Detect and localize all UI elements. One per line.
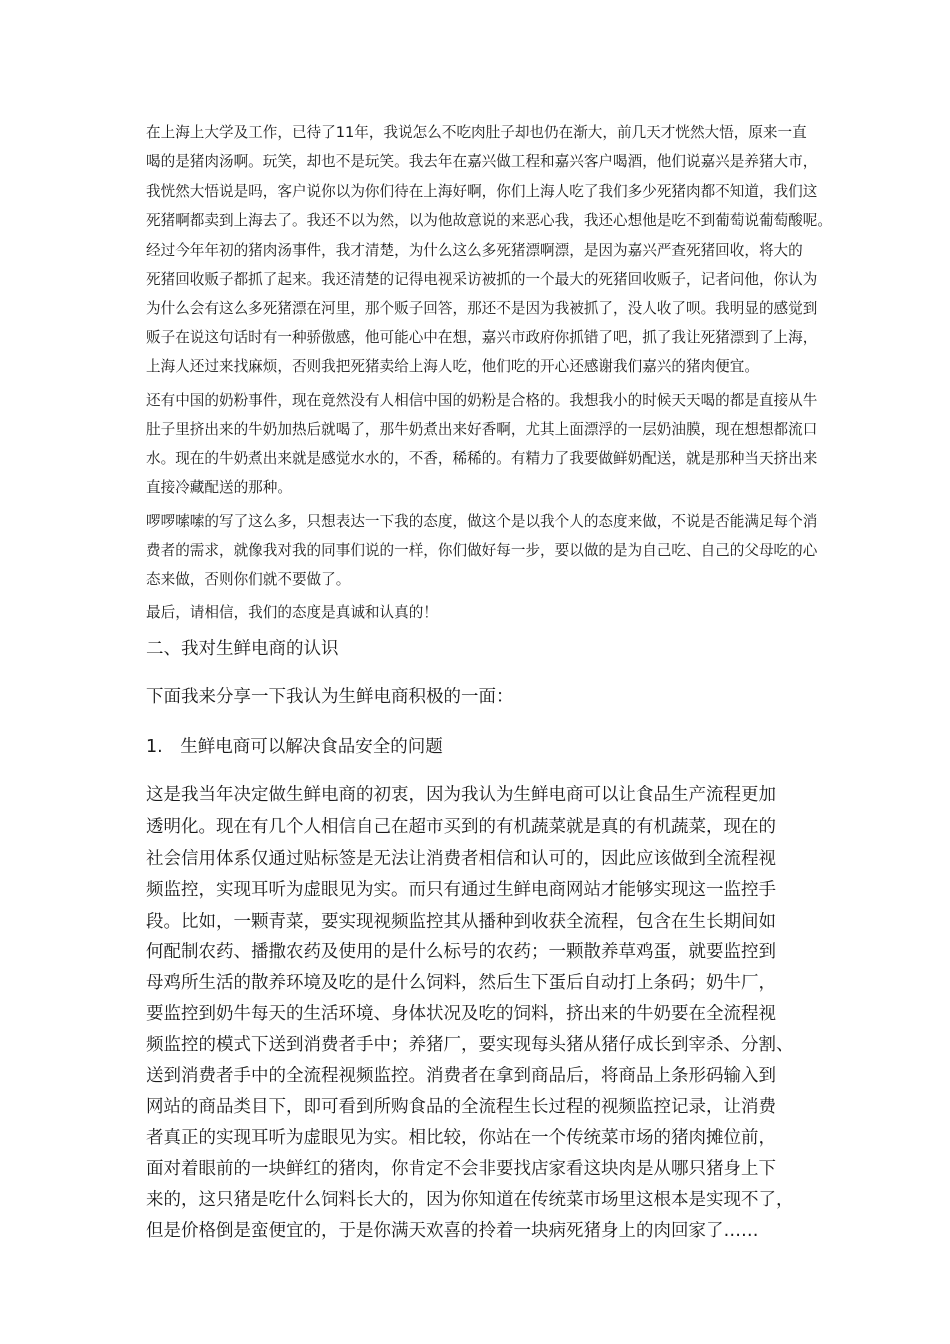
body-line-8: 要监控到奶牛每天的生活环境、身体状况及吃的饲料，挤出来的牛奶要在全流程视 <box>146 1004 776 1024</box>
paragraph-1-line-4: 死猪啊都卖到上海去了。我还不以为然，以为他故意说的来恶心我，我还心想他是吃不到葡萄说葡萄酸呢。 <box>146 212 832 229</box>
paragraph-1-line-6: 死猪回收贩子都抓了起来。我还清楚的记得电视采访被抓的一个最大的死猪回收贩子，记者问他，你认为 <box>146 271 818 288</box>
body-line-13: 面对着眼前的一块鲜红的猪肉，你肯定不会非要找店家看这块肉是从哪只猪身上下 <box>146 1159 776 1179</box>
section-heading: 二、我对生鲜电商的认识 <box>146 639 339 659</box>
body-line-3: 社会信用体系仅通过贴标签是无法让消费者相信和认可的，因此应该做到全流程视 <box>146 849 776 869</box>
paragraph-2-line-2: 肚子里挤出来的牛奶加热后就喝了，那牛奶煮出来好香啊，尤其上面漂浮的一层奶油膜，现在想想都流口 <box>146 421 818 438</box>
closing-line: 最后，请相信，我们的态度是真诚和认真的！ <box>146 604 438 621</box>
body-line-11: 网站的商品类目下，即可看到所购食品的全流程生长过程的视频监控记录，让消费 <box>146 1097 776 1117</box>
body-line-14: 来的，这只猪是吃什么饲料长大的，因为你知道在传统菜市场里这根本是实现不了， <box>146 1190 794 1210</box>
body-line-15: 但是价格倒是蛮便宜的，于是你满天欢喜的拎着一块病死猪身上的肉回家了…… <box>146 1221 759 1241</box>
paragraph-1-line-1: 在上海上大学及工作，已待了11年，我说怎么不吃肉肚子却也仍在渐大，前几天才恍然大悟，原来一直 <box>146 124 807 141</box>
numbered-heading-1: 1. 生鲜电商可以解决食品安全的问题 <box>146 737 443 757</box>
body-line-6: 何配制农药、播撒农药及使用的是什么标号的农药；一颗散养草鸡蛋，就要监控到 <box>146 942 776 962</box>
paragraph-3-line-1: 啰啰嗦嗦的写了这么多，只想表达一下我的态度，做这个是以我个人的态度来做，不说是否能满足每个消 <box>146 513 818 530</box>
paragraph-1-line-9: 上海人还过来找麻烦，否则我把死猪卖给上海人吃，他们吃的开心还感谢我们嘉兴的猪肉便宜。 <box>146 358 759 375</box>
paragraph-1-line-5: 经过今年年初的猪肉汤事件，我才清楚，为什么这么多死猪漂啊漂，是因为嘉兴严查死猪回收，将大的 <box>146 242 803 259</box>
paragraph-1-line-8: 贩子在说这句话时有一种骄傲感，他可能心中在想，嘉兴市政府你抓错了吧，抓了我让死猪漂到了上海， <box>146 329 818 346</box>
body-line-2: 透明化。现在有几个人相信自己在超市买到的有机蔬菜就是真的有机蔬菜，现在的 <box>146 817 776 837</box>
body-line-10: 送到消费者手中的全流程视频监控。消费者在拿到商品后，将商品上条形码输入到 <box>146 1066 776 1086</box>
intro-line: 下面我来分享一下我认为生鲜电商积极的一面： <box>146 687 514 707</box>
paragraph-3-line-2: 费者的需求，就像我对我的同事们说的一样，你们做好每一步，要以做的是为自己吃、自己的父母吃的心 <box>146 542 818 559</box>
body-line-7: 母鸡所生活的散养环境及吃的是什么饲料，然后生下蛋后自动打上条码；奶牛厂， <box>146 973 776 993</box>
body-line-9: 频监控的模式下送到消费者手中；养猪厂，要实现每头猪从猪仔成长到宰杀、分割、 <box>146 1035 794 1055</box>
paragraph-2-line-3: 水。现在的牛奶煮出来就是感觉水水的，不香，稀稀的。有精力了我要做鲜奶配送，就是那种当天挤出来 <box>146 450 818 467</box>
paragraph-1-line-2: 喝的是猪肉汤啊。玩笑，却也不是玩笑。我去年在嘉兴做工程和嘉兴客户喝酒，他们说嘉兴是养猪大市， <box>146 153 818 170</box>
paragraph-1-line-3: 我恍然大悟说是吗，客户说你以为你们待在上海好啊，你们上海人吃了我们多少死猪肉都不知道，我们这 <box>146 183 818 200</box>
paragraph-2-line-1: 还有中国的奶粉事件，现在竟然没有人相信中国的奶粉是合格的。我想我小的时候天天喝的都是直接从牛 <box>146 392 818 409</box>
body-line-5: 段。比如，一颗青菜，要实现视频监控其从播种到收获全流程，包含在生长期间如 <box>146 912 776 932</box>
paragraph-2-line-4: 直接冷藏配送的那种。 <box>146 479 292 496</box>
body-line-12: 者真正的实现耳听为虚眼见为实。相比较，你站在一个传统菜市场的猪肉摊位前， <box>146 1128 776 1148</box>
body-line-4: 频监控，实现耳听为虚眼见为实。而只有通过生鲜电商网站才能够实现这一监控手 <box>146 880 776 900</box>
paragraph-3-line-3: 态来做，否则你们就不要做了。 <box>146 571 351 588</box>
paragraph-1-line-7: 为什么会有这么多死猪漂在河里，那个贩子回答，那还不是因为我被抓了，没人收了呗。我明显的感觉到 <box>146 300 818 317</box>
body-line-1: 这是我当年决定做生鲜电商的初衷，因为我认为生鲜电商可以让食品生产流程更加 <box>146 785 776 805</box>
